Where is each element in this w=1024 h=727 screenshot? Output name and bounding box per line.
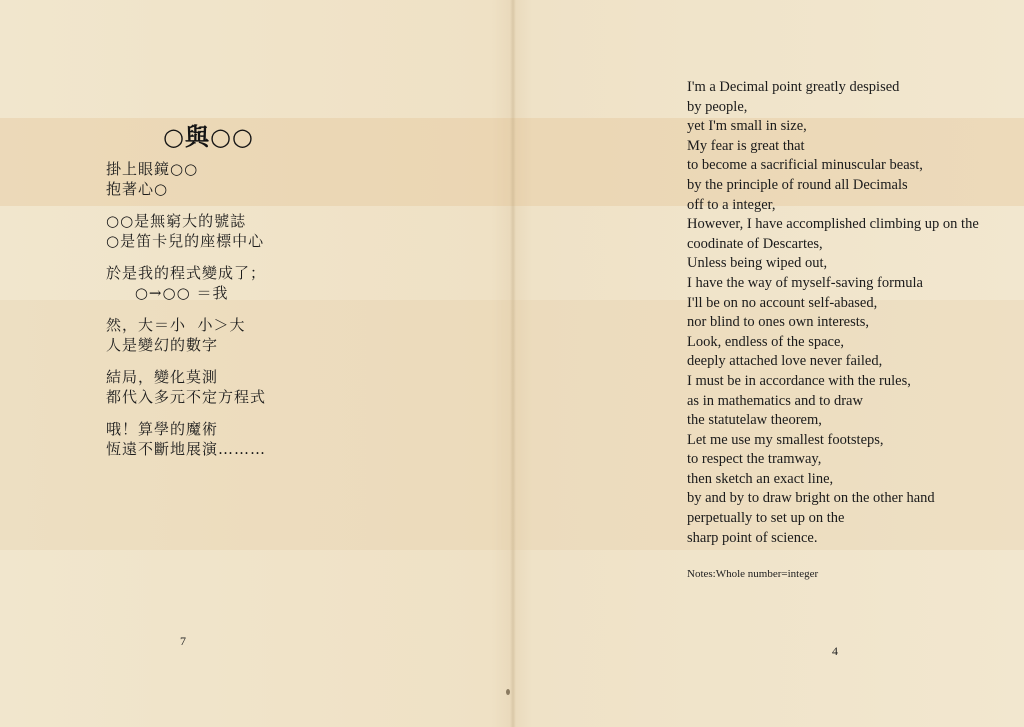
stanza-break	[106, 303, 266, 316]
poem-line: yet I'm small in size,	[687, 118, 807, 135]
page-number: 7	[180, 634, 186, 648]
poem-line: 然，大＝小 小＞大	[106, 316, 246, 334]
poem-line: ○○是無窮大的號誌	[106, 212, 247, 230]
poem-line: as in mathematics and to draw	[687, 392, 863, 409]
poem-line: 人是變幻的數字	[106, 335, 219, 354]
stanza-break	[106, 251, 266, 264]
poem-line: However, I have accomplished climbing up on the	[687, 216, 979, 233]
poem-line: by people,	[687, 98, 748, 115]
poem-line: ○→○○ ＝我	[106, 283, 229, 302]
center-fold	[510, 0, 516, 727]
poem-line: I must be in accordance with the rules,	[687, 372, 911, 389]
poem-line: 抱著心○	[106, 179, 169, 198]
poem-line: I'm a Decimal point greatly despised	[687, 79, 900, 95]
poem-line: Let me use my smallest footsteps,	[687, 431, 884, 448]
footnote: Notes:Whole number=integer	[687, 568, 819, 580]
poem-line: 掛上眼鏡○○	[106, 160, 199, 178]
poem-line: to respect the tramway,	[687, 451, 822, 468]
english-poem	[687, 78, 979, 548]
poem-line: Look, endless of the space,	[687, 333, 845, 350]
poem-line: then sketch an exact line,	[687, 470, 834, 487]
poem-line: nor blind to ones own interests,	[687, 314, 870, 331]
poem-line: off to a integer,	[687, 196, 776, 213]
poem-line: 恆遠不斷地展演………	[106, 439, 267, 458]
poem-line: 結局，變化莫測	[106, 368, 219, 386]
page-number: 4	[832, 644, 838, 658]
poem-line: I'll be on no account self-abased,	[687, 294, 878, 311]
stanza-break	[106, 355, 266, 368]
poem-line: 於是我的程式變成了；	[106, 264, 267, 282]
poem-line: My fear is great that	[687, 137, 805, 154]
poem-line: Unless being wiped out,	[687, 255, 828, 272]
poem-line: 都代入多元不定方程式	[106, 387, 267, 406]
chinese-poem	[106, 160, 266, 459]
poem-line: to become a sacrificial minuscular beast,	[687, 157, 923, 174]
poem-line: deeply attached love never failed,	[687, 353, 883, 370]
poem-line: the statutelaw theorem,	[687, 412, 822, 429]
paper-speck	[506, 689, 510, 695]
poem-line: sharp point of science.	[687, 529, 818, 546]
stanza-break	[106, 199, 266, 212]
poem-line: by and by to draw bright on the other hand	[687, 490, 935, 507]
poem-line: ○是笛卡兒的座標中心	[106, 231, 265, 250]
poem-line: 哦！算學的魔術	[106, 420, 219, 438]
poem-line: by the principle of round all Decimals	[687, 176, 908, 193]
poem-title: ○與○○	[163, 122, 254, 151]
stanza-break	[106, 407, 266, 420]
poem-line: perpetually to set up on the	[687, 510, 845, 527]
poem-line: coodinate of Descartes,	[687, 235, 823, 252]
poem-line: I have the way of myself-saving formula	[687, 274, 923, 291]
